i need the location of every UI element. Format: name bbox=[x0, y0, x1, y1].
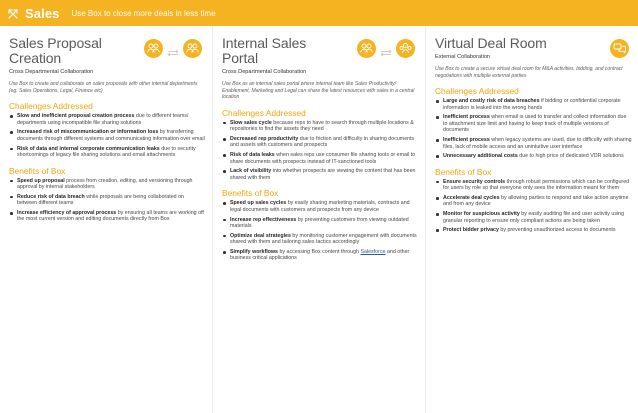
column-title: Virtual Deal Room bbox=[435, 35, 547, 51]
list-item: Slow sales cycle because reps to have to search through multiple locations & repositories to find the assets they need bbox=[222, 120, 418, 133]
column-description: Use Box as an internal sales portal where internal team like Sales Productivity/ Enablement, Marketing and Legal can share the latest resources with sales in a central location bbox=[222, 81, 415, 101]
column-sales-proposal bbox=[0, 26, 211, 413]
column-subtitle: External Collaboration bbox=[435, 54, 491, 60]
benefits-list bbox=[435, 179, 632, 234]
column-description: Use Box to create and collaborate on sales proposals with other internal departments (eg. Sales Operations, Legal, Finance etc) bbox=[9, 81, 198, 94]
column-description: Use Box to create a secure virtual deal room for M&A activities, bidding, and contract negotiations with multiple external parties bbox=[435, 66, 623, 79]
list-item: Optimize deal strategies by monitoring customer engagement with documents shared with them and tailoring sales tactics accordingly bbox=[222, 233, 418, 246]
list-item: Risk of data leaks when sales reps use consumer file sharing tools or email to share documents with prospects instead of IT-sanctioned tools bbox=[222, 152, 418, 165]
list-item: Speed up sales cycles by easily sharing marketing materials, contracts and legal documents with customers and prospects from any device bbox=[222, 200, 418, 213]
page-header bbox=[0, 0, 638, 26]
column-subtitle: Cross Departmental Collaboration bbox=[9, 69, 94, 75]
list-item: Simplify workflows by accessing Box content through Salesforce and other business critical applications bbox=[222, 249, 418, 262]
list-item: Accelerate deal cycles by allowing parties to respond and take action anytime and from any device bbox=[435, 195, 632, 208]
list-item: Large and costly risk of data breaches if bidding or confidential corporate information is leaked into the wrong hands bbox=[435, 98, 632, 111]
list-item: Unnecessary additional costs due to high price of dedicated VDR solutions bbox=[435, 153, 632, 160]
challenges-heading: Challenges Addressed bbox=[435, 86, 519, 97]
column-title: Sales Proposal Creation bbox=[9, 35, 102, 66]
cross-arrows-icon bbox=[7, 7, 19, 19]
list-item: Increased risk of miscommunication or information loss by transferring documents through different systems and communicating information over email bbox=[9, 129, 205, 142]
list-item: Lack of visibility into whether prospects are viewing the content that has been shared with them bbox=[222, 168, 418, 181]
benefits-list bbox=[222, 200, 418, 262]
benefits-heading: Benefits of Box bbox=[222, 188, 279, 199]
page-subtitle: Use Box to close more deals in less time bbox=[71, 8, 216, 18]
list-item: Risk of data and internal corporate communication leaks due to security shortcomings of legacy file sharing solutions and email attachments bbox=[9, 146, 205, 159]
list-item: Decreased rep productivity due to friction and difficulty in sharing documents and assets with customers and prospects bbox=[222, 136, 418, 149]
benefits-heading: Benefits of Box bbox=[435, 166, 492, 177]
challenges-list bbox=[435, 98, 632, 160]
column-internal-sales-portal bbox=[212, 26, 424, 413]
column-virtual-deal-room bbox=[425, 26, 638, 413]
list-item: Ensure security controls through robust permissions which can be configured for users by role so that everyone only sees the information meant for them bbox=[435, 179, 632, 192]
challenges-list bbox=[222, 120, 418, 182]
list-item: Increase efficiency of approval process by ensuring all teams are working off the most current version and editing documents directly from Box bbox=[9, 210, 205, 223]
page-title: Sales bbox=[25, 5, 60, 21]
list-item: Inefficient process when legacy systems are used, due to difficulty with sharing files, lack of mobile access and an unintuitive user interface bbox=[435, 137, 632, 150]
benefits-heading: Benefits of Box bbox=[9, 165, 66, 176]
salesforce-link[interactable]: Salesforce bbox=[360, 248, 386, 255]
column-subtitle: Cross Departmental Collaboration bbox=[222, 69, 307, 75]
list-item: Protect bidder privacy by preventing unauthorized access to documents bbox=[435, 227, 632, 234]
list-item: Monitor for suspicious activity by easily auditing file and user activity using granular reporting to ensure only compliant actions are being taken bbox=[435, 211, 632, 224]
challenges-heading: Challenges Addressed bbox=[9, 101, 93, 112]
list-item: Speed up proposal process from creation, editing, and versioning through approval by internal stakeholders bbox=[9, 178, 205, 191]
benefits-list bbox=[9, 178, 205, 223]
list-item: Slow and inefficient proposal creation process due to different teams/ departments using incompatible file sharing solutions bbox=[9, 113, 205, 126]
list-item: Inefficient process when email is used to transfer and collect information due to attachment size limit and having to keep track of multiple versions of documents bbox=[435, 114, 632, 134]
list-item: Reduce risk of data breach while proposals are being collaborated on between different teams bbox=[9, 194, 205, 207]
column-title: Internal Sales Portal bbox=[222, 35, 307, 66]
list-item: Increase rep effectiveness by preventing customers from viewing outdated materials bbox=[222, 217, 418, 230]
challenges-list bbox=[9, 113, 205, 158]
challenges-heading: Challenges Addressed bbox=[222, 107, 306, 118]
